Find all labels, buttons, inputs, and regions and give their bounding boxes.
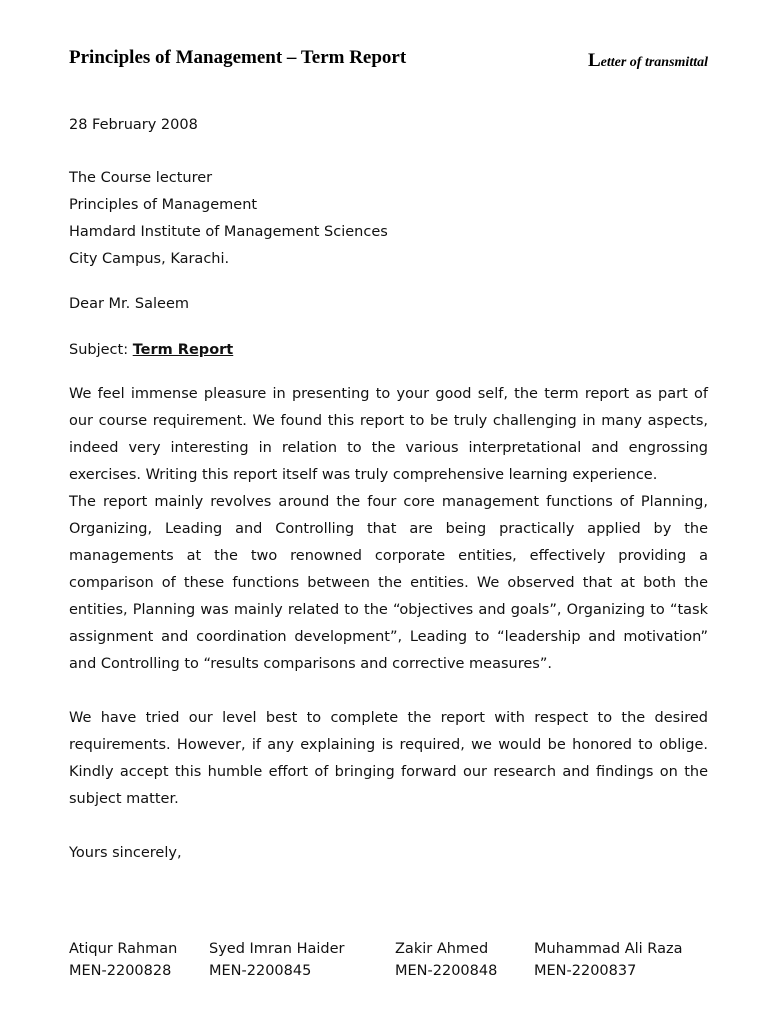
salutation: Dear Mr. Saleem (69, 296, 189, 312)
document-title: Principles of Management – Term Report (69, 47, 407, 68)
signatory-id: MEN-2200848 (395, 963, 498, 979)
recipient-line: Hamdard Institute of Management Sciences (69, 224, 388, 240)
signatory (209, 938, 344, 982)
signatory (69, 938, 177, 982)
signatory-id: MEN-2200828 (69, 963, 172, 979)
body-paragraph-1: We feel immense pleasure in presenting to your good self, the term report as part of our course requirement. We found this report to be truly challenging in many aspects, indeed very interesting in relation to the various interpretational and engrossing exercises. Writing this report itself was truly comprehensive learning experience. (69, 386, 708, 483)
signatory (534, 938, 682, 982)
signatory-name: Zakir Ahmed (395, 941, 489, 957)
body-paragraph-3: We have tried our level best to complete the report with respect to the desired requirements. However, if any explaining is required, we would be honored to oblige. Kindly accept this humble effort of bringing forward our research and findings on the subject matter. (69, 710, 708, 807)
signatory-id: MEN-2200845 (209, 963, 312, 979)
body-paragraph-2: The report mainly revolves around the four core management functions of Planning, Organizing, Leading and Controlling that are being practically applied by the managements at the two renowned corporate entities, effectively providing a comparison of these functions between the entities. We observed that at both the entities, Planning was mainly related to the “objectives and goals”, Organizing to “task assignment and coordination development”, Leading to “leadership and motivation” and Controlling to “results comparisons and corrective measures”. (69, 494, 708, 672)
recipient-line: City Campus, Karachi. (69, 251, 230, 267)
subject-value: Term Report (132, 342, 234, 358)
subject-line (69, 337, 708, 364)
signatory-name: Atiqur Rahman (69, 941, 178, 957)
document-type-label (588, 50, 708, 72)
document-type-initial: L (587, 50, 601, 71)
recipient-address (69, 165, 708, 273)
signatory-id: MEN-2200837 (534, 963, 637, 979)
document-type-rest: etter of transmittal (600, 55, 708, 70)
signatory (395, 938, 497, 982)
closing: Yours sincerely, (69, 845, 182, 861)
recipient-line: The Course lecturer (69, 170, 213, 186)
signatory-name: Muhammad Ali Raza (534, 941, 683, 957)
recipient-line: Principles of Management (69, 197, 258, 213)
subject-label: Subject: (69, 342, 133, 358)
letter-date: 28 February 2008 (69, 117, 198, 133)
signatory-name: Syed Imran Haider (209, 941, 345, 957)
